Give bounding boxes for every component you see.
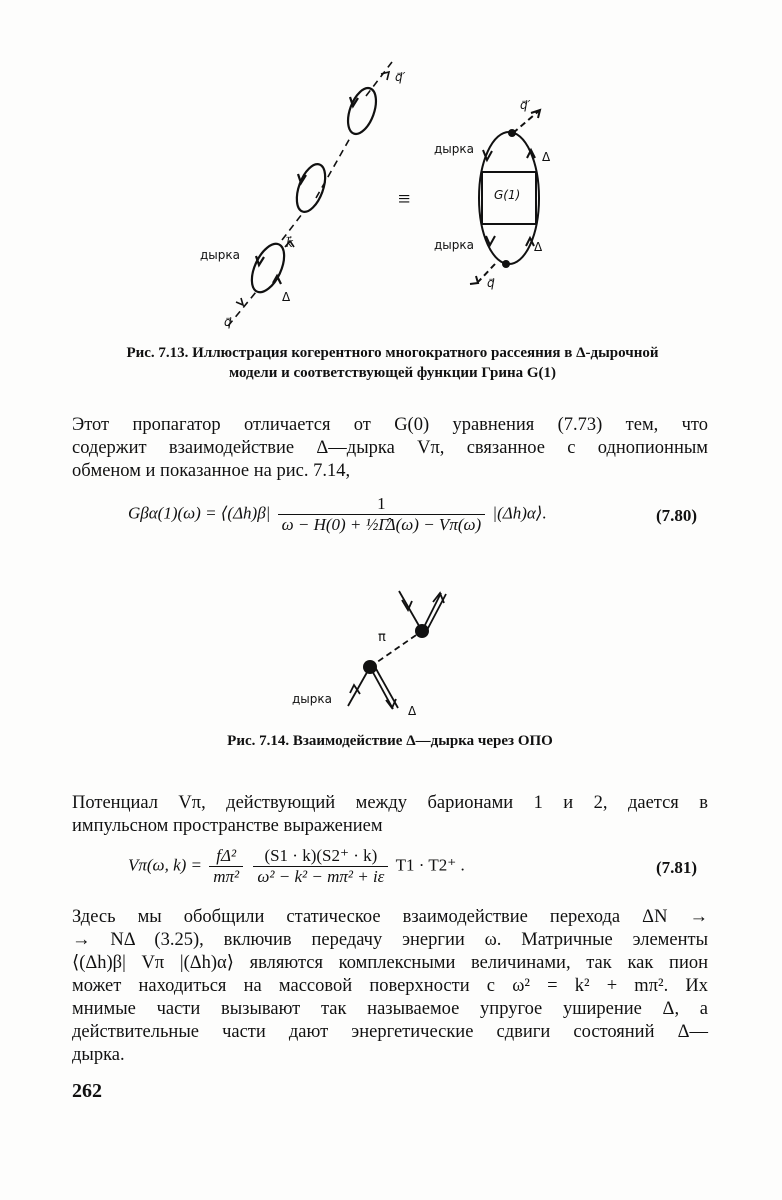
label-delta-r1: Δ <box>542 150 551 164</box>
eq781-frac1-num: fΔ² <box>209 846 243 867</box>
equation-7-81 <box>128 846 465 887</box>
paragraph3-line4: может находиться на массовой поверхности с ω² = k² + mπ². Их <box>72 976 708 996</box>
paragraph1-line3: обменом и показанное на рис. 7.14, <box>72 461 351 481</box>
eq781-frac1-den: mπ² <box>213 867 240 886</box>
label-dyrka-fig714: дырка <box>292 692 332 706</box>
paragraph1-line1: Этот пропагатор отличается от G(0) уравнения (7.73) тем, что <box>72 415 708 435</box>
equation-7-81-number: (7.81) <box>656 858 698 877</box>
paragraph3-line2: → NΔ (3.25), включив передачу энергии ω. Матричные элементы <box>72 930 708 950</box>
label-k: k⃗ <box>286 236 293 250</box>
label-delta-left: Δ <box>282 290 291 304</box>
paragraph3-line3: ⟨(Δh)β| Vπ |(Δh)α⟩ являются комплексными величинами, так как пион <box>72 953 708 973</box>
equivalence-symbol: ≡ <box>398 186 411 211</box>
vertex-upper <box>415 624 429 638</box>
figure-7-13-caption-line2: модели и соответствующей функции Грина G(1) <box>228 365 557 381</box>
eq780-rhs: |(Δh)α⟩. <box>492 503 547 523</box>
eq780-denominator: ω − H(0) + ½Γ̂Δ(ω) − Vπ(ω) <box>281 515 482 534</box>
eq780-lhs: Gβα(1)(ω) = ⟨(Δh)β| <box>128 503 271 523</box>
label-q-prime-top: q⃗′ <box>395 70 406 84</box>
label-delta-fig714: Δ <box>408 704 417 718</box>
eq780-numerator: 1 <box>278 494 486 515</box>
page-number: 262 <box>72 1080 102 1102</box>
paragraph2-line1: Потенциал Vπ, действующий между барионами 1 и 2, дается в <box>72 793 708 813</box>
label-q-bottom: q⃗ <box>224 315 232 329</box>
label-dyrka-left: дырка <box>200 248 240 262</box>
eq781-frac2-num: (S1 · k)(S2⁺ · k) <box>253 846 388 867</box>
equation-7-80-number: (7.80) <box>656 506 698 525</box>
paragraph1-line2: содержит взаимодействие Δ—дырка Vπ, связанное с однопионным <box>72 438 708 458</box>
figure-7-13-caption-line1: Рис. 7.13. Иллюстрация когерентного многократного рассеяния в Δ-дырочной <box>126 345 659 361</box>
paragraph3-line1: Здесь мы обобщили статическое взаимодействие перехода ΔN → <box>72 907 708 927</box>
eq781-fraction1 <box>209 846 243 887</box>
label-q-right: q⃗ <box>487 276 495 290</box>
eq781-rhs: T1 · T2⁺ . <box>395 855 465 875</box>
label-pi: π <box>378 630 386 645</box>
paragraph3-line5: мнимые части вызывают так называемое упругое уширение Δ, а <box>72 999 708 1019</box>
paragraph3-line7: дырка. <box>72 1045 125 1065</box>
label-g1-box: G(1) <box>494 188 521 202</box>
paragraph3-line6: действительные части дают энергетические сдвиги состояний Δ— <box>72 1022 708 1042</box>
eq781-lhs: Vπ(ω, k) = <box>128 855 202 875</box>
vertex-lower <box>363 660 377 674</box>
label-delta-r2: Δ <box>534 240 543 254</box>
label-dyrka-r2: дырка <box>434 238 474 252</box>
label-q-prime-right: q⃗′ <box>520 98 531 112</box>
figure-7-14-caption: Рис. 7.14. Взаимодействие Δ—дырка через ОПО <box>227 733 553 749</box>
eq781-frac2-den: ω² − k² − mπ² + iε <box>257 867 385 886</box>
label-dyrka-r1: дырка <box>434 142 474 156</box>
lower-delta-line-a <box>370 667 393 709</box>
eq781-fraction2 <box>253 846 388 887</box>
paragraph2-line2: импульсном пространстве выражением <box>72 816 383 836</box>
